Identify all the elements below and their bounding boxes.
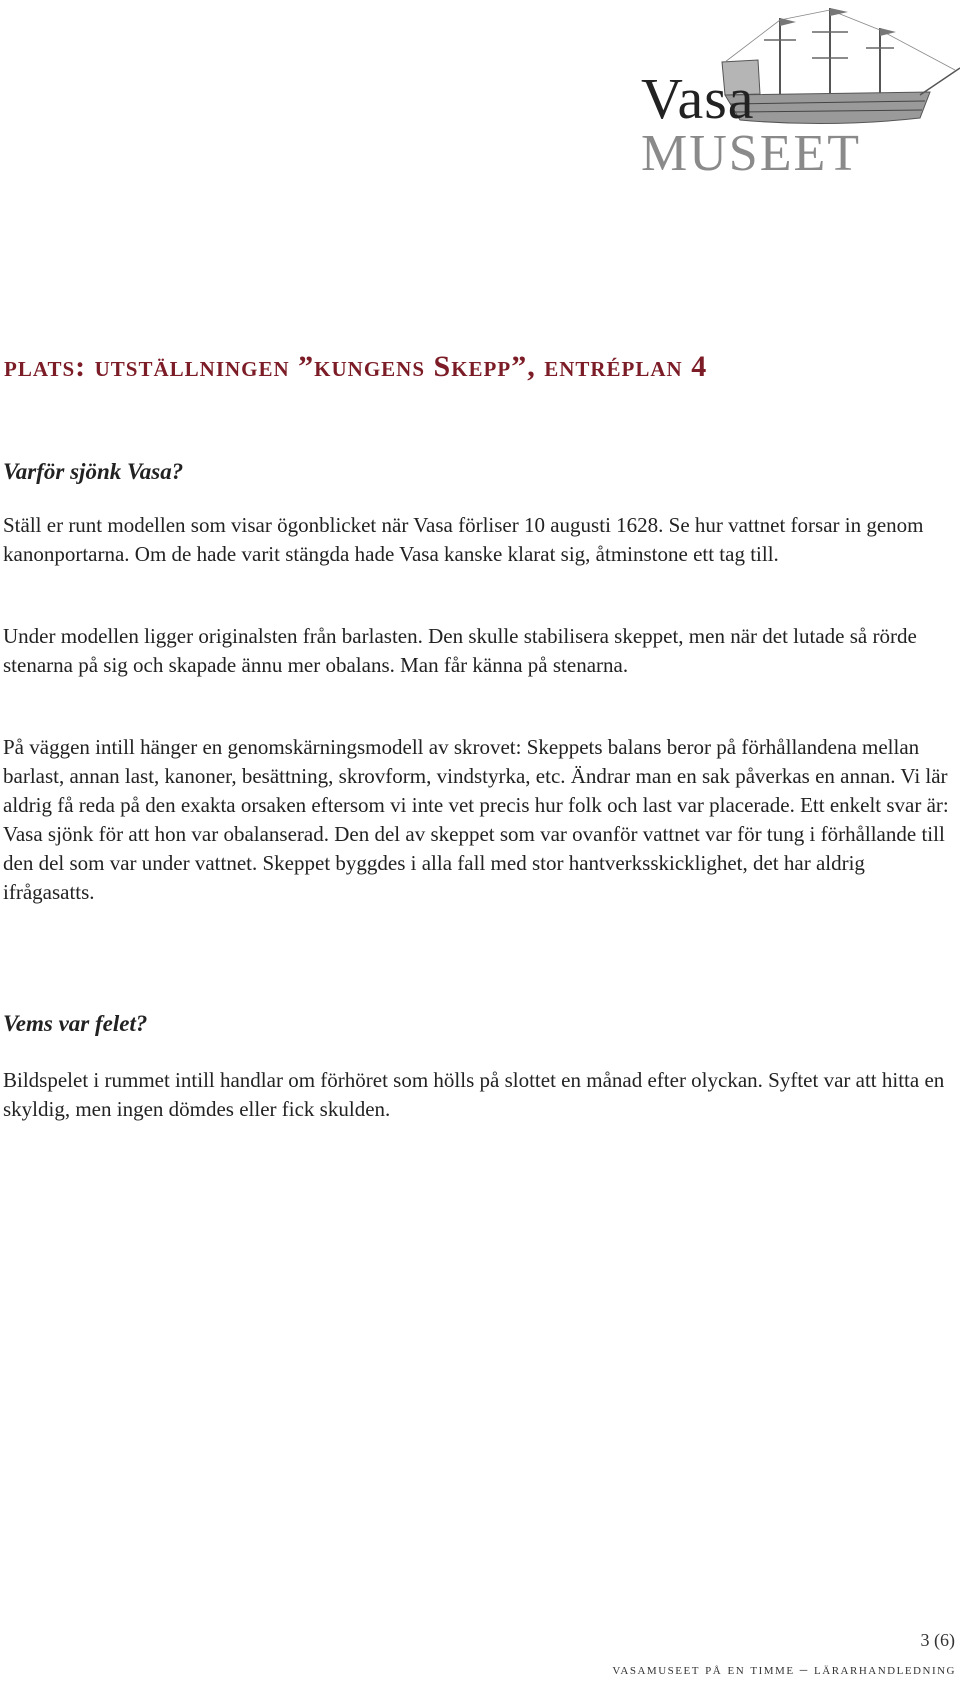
page-footer: vasamuseet på en timme – lärarhandledning bbox=[612, 1662, 956, 1678]
section-subheading: Vems var felet? bbox=[3, 1011, 148, 1036]
section-paragraph: Ställ er runt modellen som visar ögonblicket när Vasa förliser 10 augusti 1628. Se hur vattnet forsar in genom kanonportarna. Om de hade varit stängda hade Vasa kanske klarat sig, åtminstone ett tag till. bbox=[3, 513, 924, 566]
page-heading: plats: utställningen ”kungens Skepp”, entréplan 4 bbox=[4, 350, 708, 383]
section-paragraph: Under modellen ligger originalsten från barlasten. Den skulle stabilisera skeppet, men när det lutade så rörde stenarna på sig och skapade ännu mer obalans. Man får känna på stenarna. bbox=[3, 624, 917, 677]
page-number: 3 (6) bbox=[920, 1630, 955, 1650]
section-paragraph: På väggen intill hänger en genomskärningsmodell av skrovet: Skeppets balans beror på förhållandena mellan barlast, annan last, kanoner, besättning, skrovform, vindstyrka, etc. Ändrar man en sak påverkas en annan. Vi lär aldrig få reda på den exakta orsaken eftersom vi inte vet precis hur folk och last var placerade. Ett enkelt svar är: Vasa sjönk för att hon var obalanserad. Den del av skeppet som var ovanför vattnet var för tung i förhållande till den del som var under vattnet. Skeppet byggdes i alla fall med stor hantverksskicklighet, det har aldrig ifrågasatts. bbox=[3, 735, 949, 904]
section-paragraph: Bildspelet i rummet intill handlar om förhöret som hölls på slottet en månad efter olyckan. Syftet var att hitta en skyldig, men ingen dömdes eller fick skulden. bbox=[3, 1068, 945, 1121]
section-subheading: Varför sjönk Vasa? bbox=[3, 459, 184, 484]
logo-wordmark-vasa: Vasa bbox=[641, 66, 755, 131]
logo-wordmark-museet: MUSEET bbox=[641, 125, 861, 182]
